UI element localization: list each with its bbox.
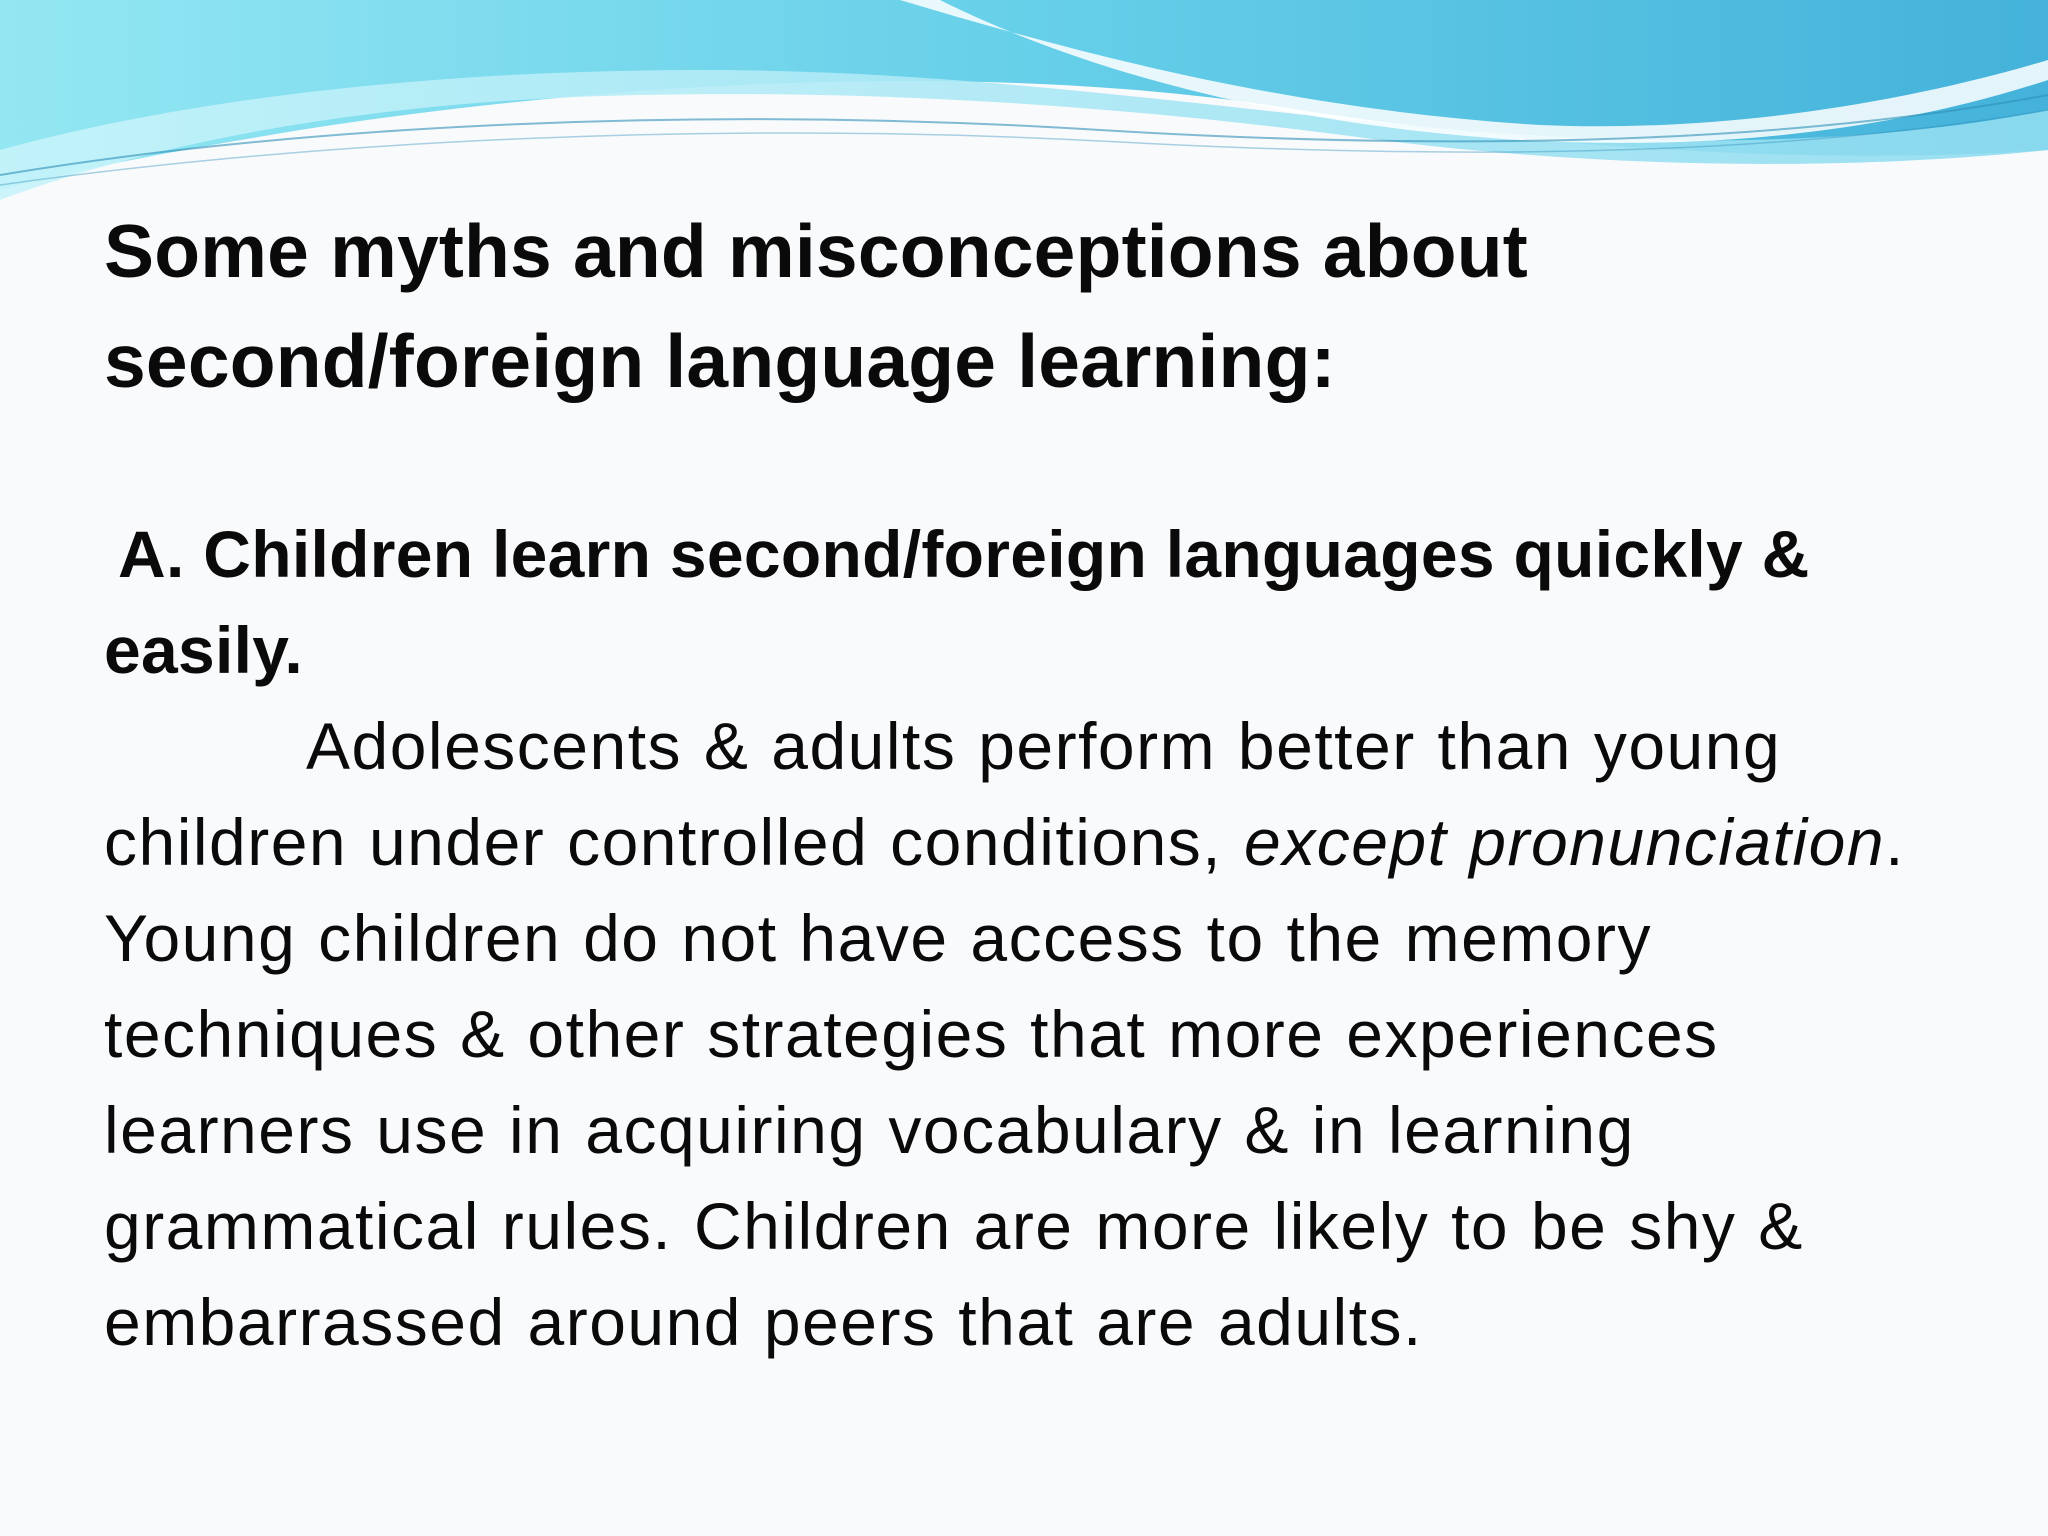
body-text-part-2: . Young children do not have access to the memory techniques & other strategies that more experiences learners use in acquiring vocabulary & in learning grammatical rules. Children are more likely to be shy & embarrassed around peers that are adults. — [104, 805, 1905, 1359]
slide-title-line-2: second/foreign language learning: — [104, 319, 1336, 403]
body-paragraph — [104, 698, 1964, 1370]
slide-title-line-1: Some myths and misconceptions about — [104, 209, 1528, 293]
slide-title — [104, 196, 1964, 416]
body-text-emphasis: except pronunciation — [1243, 805, 1886, 879]
body-text-part-1: Adolescents & adults perform better than young children under controlled conditions, — [104, 709, 1782, 879]
slide-content — [104, 196, 1964, 1370]
myth-heading-text: A. Children learn second/foreign languages quickly & easily. — [104, 517, 1810, 687]
myth-heading — [104, 506, 1964, 698]
